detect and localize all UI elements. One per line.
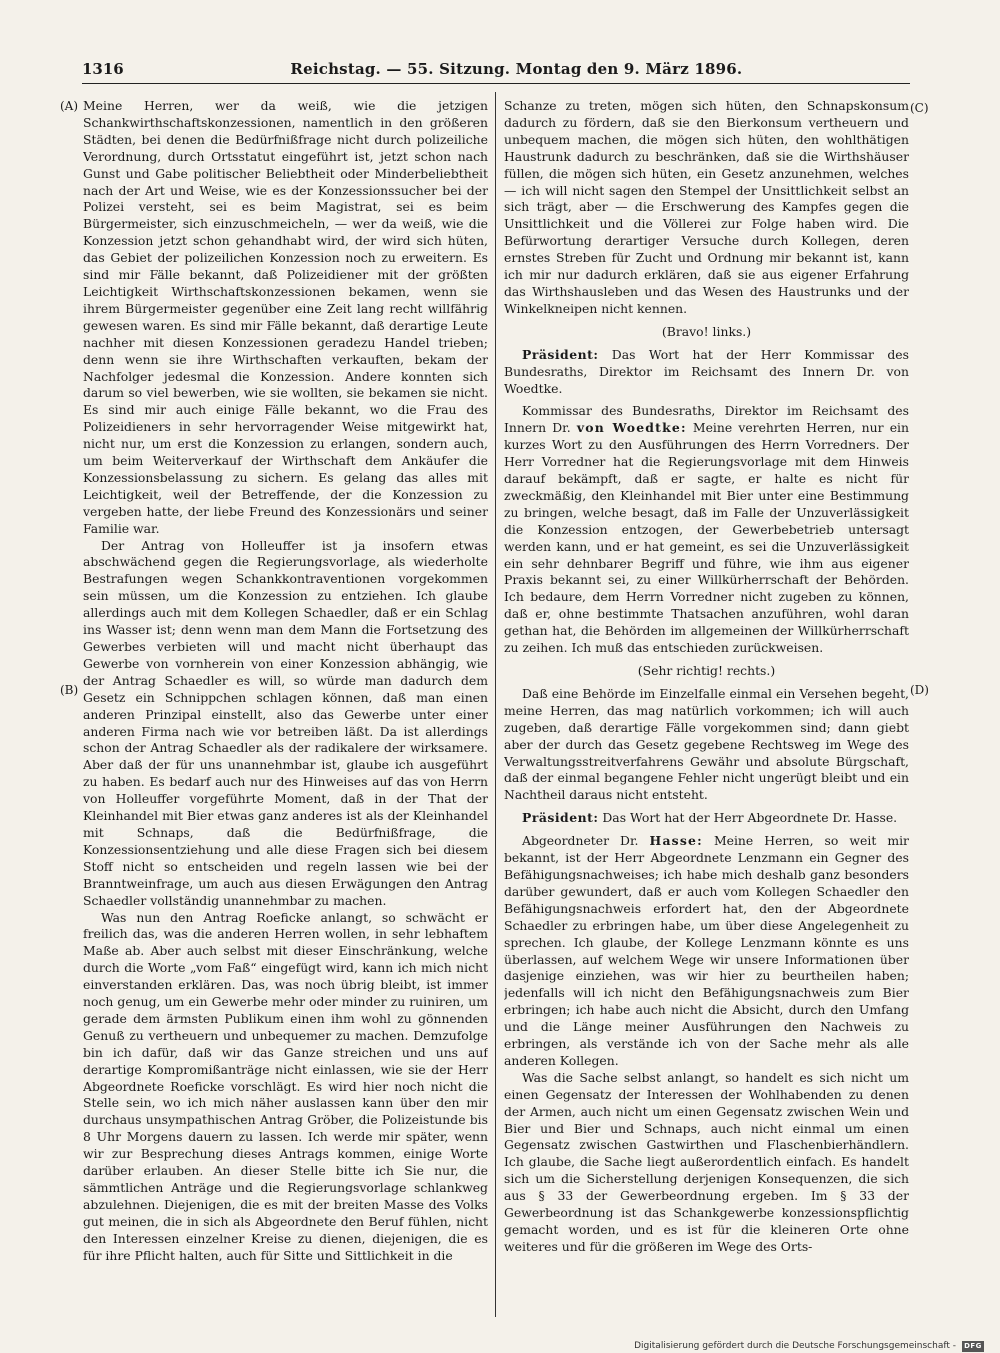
- paragraph: Schanze zu treten, mögen sich hüten, den Schnapskonsum dadurch zu fördern, daß sie den Bierkonsum vertheuern und unbequem machen, die mögen sich hüten, den wohlthätigen Haustrunk dadurch zu beschränken, daß sie die Wirthshäuser füllen, die mögen sich hüten, ein Gesetz anzunehmen, welches — ich will nicht sagen den Stempel der Unsittlichkeit selbst an sich trägt, aber — die Erschwerung des Kampfes gegen die Unsittlichkeit und die Völlerei zur Folge haben wird. Die Befürwortung derartiger Versuche durch Kollegen, deren ernstes Streben für Zucht und Ordnung mir bekannt ist, kann ich mir nur dadurch erklären, daß sie aus eigener Erfahrung das Wirthshausleben und das Wesen des Haustrunks und der Winkelkneipen nicht kennen.: [504, 98, 909, 316]
- speaker-name: von Woedtke:: [576, 420, 687, 436]
- paragraph: Der Antrag von Holleuffer ist ja insofern etwas abschwächend gegen die Regierungsvorlage, als wiederholte Bestrafungen wegen Schankkontraventionen vorgekommen sein müssen, um die Konzession zu entziehen. Ich glaube allerdings auch mit dem Kollegen Schaedler, daß er ein Schlag ins Wasser ist; denn wenn man dem Mann die Fortsetzung des Gewerbes verbieten will und macht nicht überhaupt das Gewerbe von vornherein von einer Konzession abhängig, wie der Antrag Schaedler es will, so würde man dadurch dem Gesetz ein Schnippchen schlagen können, daß man einen anderen Prinzipal einstellt, also das Gewerbe unter einer anderen Firma nach wie vor betreiben läßt. Da ist allerdings schon der Antrag Schaedler als der radikalere der wirksamere. Aber daß der für uns unannehmbar ist, glaube ich ausgeführt zu haben. Es bedarf auch nur des Hinweises auf das von Herrn von Holleuffer vorgeführte Moment, daß in der That der Kleinhandel mit Bier etwas ganz anderes ist als der Kleinhandel mit Schnaps, daß die Bedürfnißfrage, die Konzessionsentziehung und alle diese Fragen sich bei diesem Stoff nicht so entscheiden und regeln lassen wie bei der Branntweinfrage, um auch aus diesen Erwägungen den Antrag Schaedler vollständig unannehmbar zu machen.: [83, 537, 488, 908]
- speech-text: Meine verehrten Herren, nur ein kurzes Wort zu den Ausführungen des Herrn Vorredners. Der Herr Vorredner hat die Regierungsvorlage mit dem Hinweis darauf bekämpft, daß er sagte, er halte es nicht für zweckmäßig, den Kleinhandel mit Bier unter eine Bestimmung zu bringen, welche besagt, daß im Falle der Unzuverlässigkeit die Konzession entzogen, der Gewerbebetrieb untersagt werden kann, und er hat gemeint, es sei die Unzuverlässigkeit ein sehr dehnbarer Begriff und führe, wie ihm aus eigener Praxis bekannt sei, zu einer Willkürherrschaft der Behörden. Ich bedaure, dem Herrn Vorredner nicht zugeben zu können, daß er, ohne bestimmte Thatsachen anzuführen, wohl daran gethan hat, die Behörden im allgemeinen der Willkürherrschaft zu zeihen. Ich muß das entschieden zurückweisen.: [504, 420, 909, 656]
- dfg-logo-icon: DFG: [962, 1341, 984, 1352]
- footer-text: Digitalisierung gefördert durch die Deutsche Forschungsgemeinschaft -: [634, 1341, 956, 1351]
- speaker-role: Kommissar des Bundesraths, Direktor im Reichsamt des Innern Dr.: [504, 403, 909, 436]
- speech-paragraph: [504, 833, 909, 1070]
- speech-paragraph: [504, 347, 909, 398]
- speaker-name: Hasse:: [649, 833, 703, 849]
- footer: [634, 1339, 984, 1353]
- speech-paragraph: [504, 403, 909, 657]
- margin-marker-a: (A): [60, 99, 79, 113]
- column-divider: [495, 92, 496, 1317]
- speech-text: Meine Herren, so weit mir bekannt, ist der Herr Abgeordnete Lenzmann ein Gegner des Befähigungsnachweises; ich habe mich deshalb ganz besonders darüber gewundert, daß er auch vom Kollegen Schaedler den Befähigungsnachweis erfordert hat, den der Abgeordnete Schaedler zu erbringen habe, um über diese Angelegenheit zu sprechen. Ich glaube, der Kollege Lenzmann könnte es uns überlassen, auf welchem Wege wir unsere Informationen über dasjenige einziehen, was wir hier zu beurtheilen haben; jedenfalls will ich nicht den Befähigungsnachweis zum Bier erbringen; ich habe auch nicht die Absicht, durch den Umfang und die Länge meiner Ausführungen den Nachweis zu erbringen, als verstände ich von der Sache mehr als alle anderen Kollegen.: [504, 833, 909, 1068]
- speaker-label: Präsident:: [522, 810, 599, 826]
- speech-paragraph: [504, 810, 909, 827]
- interjection: (Bravo! links.): [661, 323, 752, 339]
- left-column: [83, 98, 488, 1333]
- paragraph: Daß eine Behörde im Einzelfalle einmal ein Versehen begeht, meine Herren, das mag natürlich vorkommen; ich will auch zugeben, daß derartige Fälle vorgekommen sind; dann giebt aber der durch das Gesetz gegebene Rechtsweg im Wege des Verwaltungsstreitverfahrens Gewähr und absolute Bürgschaft, daß der einmal begangene Fehler nicht ungerügt bleibt und ein Nachtheil daraus nicht entsteht.: [504, 685, 909, 803]
- paragraph: Was nun den Antrag Roeficke anlangt, so schwächt er freilich das, was die anderen Herren wollen, in sehr lebhaftem Maße ab. Aber auch selbst mit dieser Einschränkung, welche durch die Worte „vom Faß“ eingefügt wird, kann ich mich nicht einverstanden erklären. Das, was noch übrig bleibt, ist immer noch genug, um ein Gewerbe mehr oder minder zu ruiniren, um gerade dem ärmsten Publikum einen ihm wohl zu gönnenden Genuß zu vertheuern und unbequemer zu machen. Demzufolge bin ich dafür, daß wir das Ganze streichen und uns auf derartige Kompromißanträge nicht einlassen, wie sie der Herr Abgeordnete Roeficke vorschlägt. Es wird hier noch nicht die Stelle sein, wo ich mich näher auslassen kann über den mir durchaus unsympathischen Antrag Gröber, die Polizeistunde bis 8 Uhr Morgens dauern zu lassen. Ich werde mir später, wenn wir zur Besprechung dieses Antrags kommen, einige Worte darüber erlauben. An dieser Stelle bitte ich Sie nur, die sämmtlichen Anträge und die Regierungsvorlage schlankweg abzulehnen. Diejenigen, die es mit der breiten Masse des Volks gut meinen, die in sich als Abgeordnete den Beruf fühlen, nicht den Interessen einzelner Kreise zu dienen, diejenigen, die es für ihre Pflicht halten, auch für Sitte und Sittlichkeit in die: [83, 909, 488, 1263]
- margin-marker-d: (D): [910, 683, 929, 697]
- margin-marker-c: (C): [910, 101, 929, 115]
- page-header: [82, 60, 910, 82]
- speech-text: Das Wort hat der Herr Abgeordnete Dr. Hasse.: [602, 810, 898, 826]
- running-head: Reichstag. — 55. Sitzung. Montag den 9. März 1896.: [290, 60, 743, 78]
- speaker-role: Abgeordneter Dr.: [522, 833, 639, 849]
- header-rule: [82, 83, 910, 84]
- paragraph: Was die Sache selbst anlangt, so handelt es sich nicht um einen Gegensatz der Interessen der Wohlhabenden zu denen der Armen, auch nicht um einen Gegensatz zwischen Wein und Bier und Bier und Schnaps, auch nicht einmal um einen Gegensatz zwischen Gastwirthen und Flaschenbierhändlern. Ich glaube, die Sache liegt außerordentlich einfach. Es handelt sich um die Sicherstellung derjenigen Konsequenzen, die sich aus § 33 der Gewerbeordnung ergeben. Im § 33 der Gewerbeordnung ist das Schankgewerbe konzessionspflichtig gemacht worden, und es ist für die kleineren Orte ohne weiteres und für die größeren im Wege des Orts-: [504, 1069, 909, 1254]
- margin-marker-b: (B): [60, 683, 79, 697]
- interjection: (Sehr richtig! rechts.): [637, 663, 776, 678]
- paragraph: Meine Herren, wer da weiß, wie die jetzigen Schankwirthschaftskonzessionen, namentlich in den größeren Städten, bei denen die Bedürfnißfrage nicht durch polizeiliche Verordnung, durch Ortsstatut eingeführt ist, jetzt schon nach Gunst und Gabe politischer Beliebtheit oder Minderbeliebtheit nach der Art und Weise, wie es der Konzessionssucher bei der Polizei versteht, sei es beim Magistrat, sei es beim Bürgermeister, sich einzuschmeicheln, — wer da weiß, wie die Konzession jetzt schon gehandhabt wird, der wird sich hüten, das Gebiet der polizeilichen Konzession noch zu erweitern. Es sind mir Fälle bekannt, daß Polizeidiener mit der größten Leichtigkeit Wirthschaftskonzessionen bekamen, wenn sie ihrem Bürgermeister gegenüber eine Zeit lang recht willfährig gewesen waren. Es sind mir Fälle bekannt, daß derartige Leute nachher mit diesen Konzessionen geradezu Handel trieben; denn wenn sie ihre Wirthschaften verkauften, bekam der Nachfolger jedesmal die Konzession. Andere konnten sich darum so viel bewerben, wie sie wollten, sie bekamen sie nicht. Es sind mir auch einige Fälle bekannt, wo die Frau des Polizeidieners in sehr hervorragender Weise mitgewirkt hat, nicht nur, um erst die Konzession zu erlangen, sondern auch, um beim Weiterverkauf der Wirthschaft dem Ankäufer die Konzessionsbelassung zu sichern. Es gelang das alles mit Leichtigkeit, weil der Betreffende, der die Konzession zu vergeben hatte, der liebe Freund des Konzessionärs und seiner Familie war.: [83, 98, 488, 536]
- right-column: [504, 98, 909, 1333]
- page-number: 1316: [82, 60, 124, 78]
- speech-text: Das Wort hat der Herr Kommissar des Bundesraths, Direktor im Reichsamt des Innern Dr. von Woedtke.: [504, 346, 909, 396]
- speaker-label: Präsident:: [522, 346, 599, 362]
